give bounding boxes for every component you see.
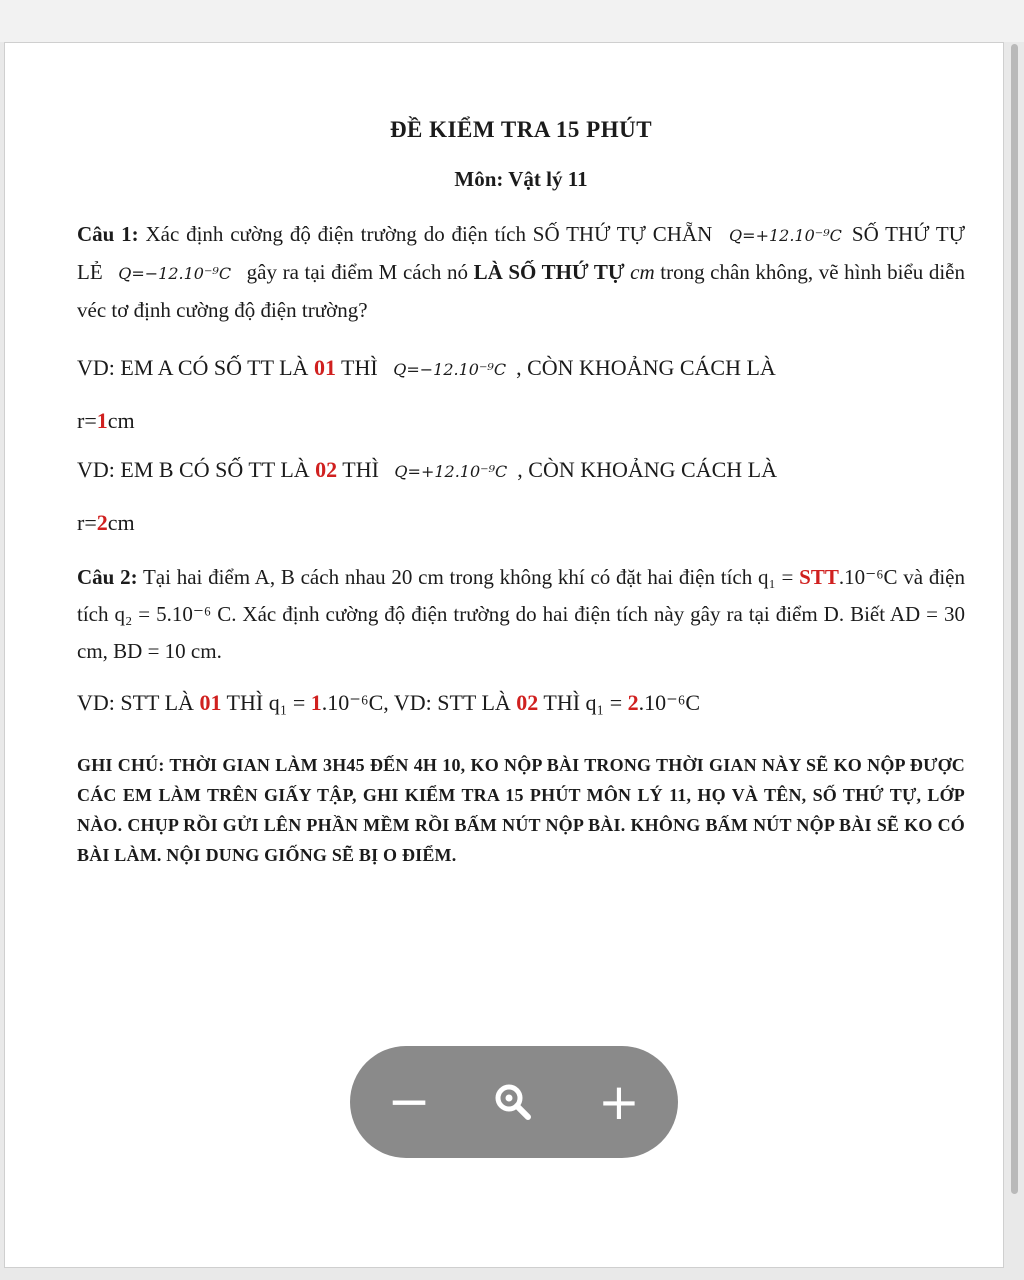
example-2-post: , CÒN KHOẢNG CÁCH LÀ	[517, 457, 777, 482]
example-1-mid: THÌ	[335, 355, 378, 380]
example-1	[77, 349, 965, 389]
example-2-number: 02	[315, 457, 338, 482]
question-1-label: Câu 1:	[77, 222, 139, 246]
example-3-d: THÌ q₁ =	[538, 690, 628, 715]
example-3-value-1: 1	[310, 690, 322, 715]
example-3-number-1: 01	[199, 690, 222, 715]
example-1-post: , CÒN KHOẢNG CÁCH LÀ	[516, 355, 776, 380]
document-title: ĐỀ KIỂM TRA 15 PHÚT	[389, 117, 653, 142]
question-2-stt: STT	[799, 565, 839, 589]
example-2-mid: THÌ	[337, 457, 379, 482]
question-2-text-3: .10⁻⁶C và điện tích q₂ = 5.10⁻⁶ C. Xác định cường độ điện trường do hai điện tích này gây ra tại điểm D. Biết AD = 30 cm, BD = 10 cm.	[77, 565, 965, 663]
example-3-e: .10⁻⁶C	[638, 690, 701, 715]
distance-1-number: 1	[96, 408, 108, 433]
distance-2-number: 2	[96, 510, 108, 535]
document-content	[77, 117, 965, 870]
question-1-text-4: LÀ SỐ THỨ TỰ	[473, 260, 625, 284]
question-1	[77, 216, 965, 329]
example-2	[77, 451, 965, 491]
example-1-pre: VD: EM A CÓ SỐ TT LÀ	[77, 355, 314, 380]
question-1-text-3: gây ra tại điểm M cách nó	[241, 260, 474, 284]
zoom-in-button[interactable]	[574, 1046, 664, 1158]
question-2-text-1: Tại hai điểm A, B cách nhau 20 cm trong không khí có đặt hai điện tích	[137, 565, 753, 589]
magnifier-icon	[491, 1080, 537, 1126]
distance-2-unit: cm	[107, 510, 135, 535]
distance-1-unit: cm	[107, 408, 135, 433]
top-strip	[0, 0, 1024, 42]
zoom-out-icon: −	[387, 1072, 431, 1132]
scrollbar-thumb[interactable]	[1011, 44, 1018, 1194]
formula-odd: Q=−12.10⁻⁹C	[118, 264, 232, 283]
question-1-unit: cm	[630, 260, 655, 284]
question-2-text-2: q₁ =	[757, 565, 800, 589]
example-2-formula: Q=+12.10⁻⁹C	[394, 462, 508, 481]
question-1-text-2: SỐ THỨ TỰ LẺ	[77, 222, 966, 284]
zoom-reset-button[interactable]	[469, 1046, 559, 1158]
example-3-b: THÌ q₁ =	[221, 690, 311, 715]
zoom-control	[350, 1046, 678, 1158]
example-2-distance	[77, 503, 965, 543]
zoom-in-icon: +	[598, 1073, 640, 1131]
example-1-formula: Q=−12.10⁻⁹C	[393, 360, 507, 379]
formula-even: Q=+12.10⁻⁹C	[729, 226, 842, 245]
question-2	[77, 559, 965, 670]
example-3-number-2: 02	[516, 690, 539, 715]
example-1-distance	[77, 401, 965, 441]
distance-1-pre: r=	[77, 408, 97, 433]
example-3-c: .10⁻⁶C, VD: STT LÀ	[321, 690, 517, 715]
zoom-out-button[interactable]	[364, 1046, 454, 1158]
example-3-value-2: 2	[627, 690, 639, 715]
document-subtitle: Môn: Vật lý 11	[454, 167, 588, 191]
question-1-text-6: trong chân không, vẽ hình biểu diễn véc tơ định cường độ điện trường?	[77, 260, 966, 322]
question-2-label: Câu 2:	[77, 565, 138, 589]
example-3	[77, 684, 965, 722]
example-2-pre: VD: EM B CÓ SỐ TT LÀ	[77, 457, 316, 482]
question-1-text-1: Xác định cường độ điện trường do điện tích SỐ THỨ TỰ CHẴN	[138, 222, 713, 246]
example-1-number: 01	[313, 355, 336, 380]
example-3-a: VD: STT LÀ	[77, 690, 200, 715]
note: GHI CHÚ: THỜI GIAN LÀM 3H45 ĐẾN 4H 10, KO NỘP BÀI TRONG THỜI GIAN NÀY SẼ KO NỘP ĐƯỢC CÁC EM LÀM TRÊN GIẤY TẬP, GHI KIỂM TRA 15 PHÚT MÔN LÝ 11, HỌ VÀ TÊN, SỐ THỨ TỰ, LỚP NÀO. CHỤP RỒI GỬI LÊN PHẦN MỀM RỒI BẤM NÚT NỘP BÀI. KHÔNG BẤM NÚT NỘP BÀI SẼ KO CÓ BÀI LÀM. NỘI DUNG GIỐNG SẼ BỊ O ĐIỂM.	[77, 755, 965, 865]
distance-2-pre: r=	[77, 510, 97, 535]
